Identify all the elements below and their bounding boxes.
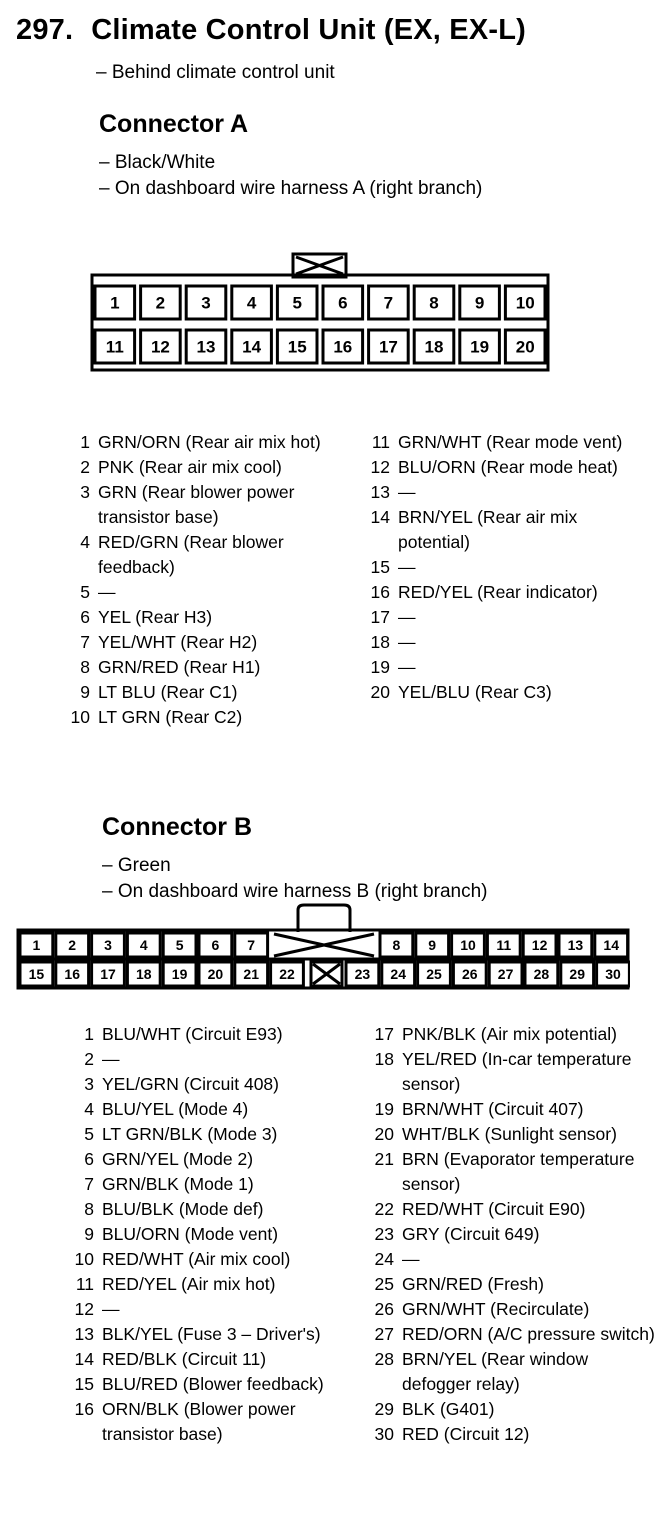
connector-b-cavity-8 [380, 933, 413, 957]
pin-row [66, 605, 356, 630]
pin-description: RED/BLK (Circuit 11) [102, 1349, 267, 1369]
connector-b-cavity-4-label: 4 [139, 937, 148, 954]
connector-b-cavity-20 [199, 962, 232, 986]
pin-row [70, 1047, 360, 1072]
pin-number: 20 [370, 682, 390, 702]
component-location: – Behind climate control unit [96, 62, 335, 83]
pin-number: 4 [80, 532, 90, 552]
connector-a-cavity-15 [277, 330, 317, 363]
pin-row [366, 505, 646, 555]
connector-b-cavity-22 [271, 962, 304, 986]
connector-b-cavity-7 [235, 933, 268, 957]
pin-row [366, 455, 646, 480]
connector-b-cavity-10 [452, 933, 485, 957]
pin-row [370, 1247, 660, 1272]
pin-row [66, 580, 356, 605]
pin-row [366, 655, 646, 680]
connector-b-cavity-19 [163, 962, 196, 986]
connector-a-cavity-3 [186, 286, 226, 319]
pin-row [70, 1147, 360, 1172]
connector-b-cavity-16-label: 16 [64, 966, 80, 983]
connector-b-cavity-1-label: 1 [32, 937, 41, 954]
pin-number: 28 [374, 1349, 394, 1369]
pin-number: 13 [370, 482, 390, 502]
connector-b-cavity-25-label: 25 [426, 966, 442, 983]
pin-number: 7 [80, 632, 90, 652]
connector-a-pins-left [66, 430, 356, 730]
pin-description: BLU/BLK (Mode def) [102, 1199, 264, 1219]
connector-b-cavity-4 [127, 933, 160, 957]
pin-row [370, 1322, 660, 1347]
connector-b-cavity-29-label: 29 [569, 966, 585, 983]
connector-b-cavity-25 [418, 962, 451, 986]
pin-description: LT BLU (Rear C1) [98, 682, 238, 702]
connector-a-cavity-13 [186, 330, 226, 363]
connector-b-cavity-10-label: 10 [460, 937, 476, 954]
connector-a-cavity-18-label: 18 [424, 337, 444, 357]
connector-a-pins-right [366, 430, 646, 705]
pin-description: YEL/RED (In-car temperature sensor) [402, 1049, 632, 1094]
connector-b-cavity-11-label: 11 [496, 937, 512, 954]
pin-row [366, 605, 646, 630]
connector-b-cavity-16 [56, 962, 89, 986]
connector-b-cavity-18-label: 18 [136, 966, 152, 983]
pin-description: LT GRN (Rear C2) [98, 707, 243, 727]
connector-b-cavity-27-label: 27 [497, 966, 514, 983]
pin-number: 29 [374, 1399, 394, 1419]
pin-description: YEL/BLU (Rear C3) [398, 682, 552, 702]
pin-number: 2 [80, 457, 90, 477]
pin-number: 11 [75, 1274, 94, 1294]
pin-row [70, 1397, 360, 1447]
pin-description: GRN/RED (Fresh) [402, 1274, 544, 1294]
pin-description: RED (Circuit 12) [402, 1424, 530, 1444]
connector-a-cavity-3-label: 3 [201, 293, 211, 313]
connector-a-cavity-6 [323, 286, 363, 319]
connector-a-cavity-7-label: 7 [383, 293, 394, 313]
pin-description: GRN/YEL (Mode 2) [102, 1149, 254, 1169]
connector-b-cavity-30 [597, 962, 630, 986]
connector-b-cavity-17-label: 17 [100, 966, 116, 983]
pin-row [70, 1072, 360, 1097]
connector-b-cavity-15 [20, 962, 53, 986]
pin-description: LT GRN/BLK (Mode 3) [102, 1124, 278, 1144]
pin-description: PNK/BLK (Air mix potential) [402, 1024, 617, 1044]
connector-a-cavity-15-label: 15 [287, 337, 307, 357]
pin-row [370, 1197, 660, 1222]
connector-b-cavity-22-label: 22 [279, 966, 295, 983]
pin-description: GRN/WHT (Rear mode vent) [398, 432, 623, 452]
pin-row [370, 1047, 660, 1097]
component-title: Climate Control Unit (EX, EX-L) [91, 14, 527, 46]
pin-row [366, 430, 646, 455]
pin-description: BLU/WHT (Circuit E93) [102, 1024, 283, 1044]
pin-number: 10 [74, 1249, 94, 1269]
pin-row [70, 1347, 360, 1372]
connector-a-cavity-10-label: 10 [515, 293, 535, 313]
pin-row [366, 480, 646, 505]
connector-b-cavity-6-label: 6 [211, 937, 220, 954]
pin-description: BRN/YEL (Rear window defogger relay) [402, 1349, 589, 1394]
pin-row [66, 530, 356, 580]
pin-number: 8 [80, 657, 90, 677]
pin-number: 14 [370, 507, 390, 527]
connector-b-cavity-21 [235, 962, 268, 986]
connector-b-cavity-14-label: 14 [603, 937, 619, 954]
connector-a-cavity-5-label: 5 [292, 293, 302, 313]
pin-description: BLU/YEL (Mode 4) [102, 1099, 249, 1119]
connector-b-cavity-9 [416, 933, 449, 957]
pin-description: RED/WHT (Circuit E90) [402, 1199, 586, 1219]
pin-number: 27 [374, 1324, 394, 1344]
connector-b-cavity-18 [127, 962, 160, 986]
connector-a-harness: – On dashboard wire harness A (right branch) [99, 178, 483, 199]
pin-row [70, 1097, 360, 1122]
pin-description: BLU/ORN (Rear mode heat) [398, 457, 618, 477]
connector-b-cavity-24 [382, 962, 415, 986]
connector-b-cavity-23 [346, 962, 379, 986]
pin-number: 3 [80, 482, 90, 502]
pin-row [370, 1122, 660, 1147]
connector-a-cavity-2 [141, 286, 181, 319]
pin-number: 7 [84, 1174, 94, 1194]
pin-description: GRN/WHT (Recirculate) [402, 1299, 590, 1319]
connector-b-cavity-5 [163, 933, 196, 957]
connector-b-diagram [16, 902, 630, 992]
pin-description: — [398, 632, 416, 652]
connector-b-cavity-12 [523, 933, 556, 957]
connector-b-cavity-2 [56, 933, 89, 957]
connector-b-cavity-1 [20, 933, 53, 957]
connector-a-cavity-20-label: 20 [515, 337, 535, 357]
pin-description: YEL/GRN (Circuit 408) [102, 1074, 279, 1094]
pin-description: — [398, 557, 416, 577]
pin-number: 20 [374, 1124, 394, 1144]
pin-description: GRN/BLK (Mode 1) [102, 1174, 254, 1194]
pin-number: 22 [374, 1199, 394, 1219]
connector-b-cavity-24-label: 24 [390, 966, 406, 983]
pin-row [70, 1372, 360, 1397]
connector-b-heading: Connector B [102, 813, 252, 841]
pin-description: BRN (Evaporator temperature sensor) [402, 1149, 635, 1194]
pin-number: 17 [370, 607, 390, 627]
connector-b-cavity-26-label: 26 [462, 966, 478, 983]
connector-a-cavity-14 [232, 330, 272, 363]
pin-row [366, 580, 646, 605]
connector-b-cavity-28-label: 28 [533, 966, 550, 983]
pin-description: GRN/ORN (Rear air mix hot) [98, 432, 321, 452]
pin-number: 18 [370, 632, 390, 652]
connector-b-cavity-29 [561, 962, 594, 986]
pin-number: 2 [84, 1049, 94, 1069]
pin-row [70, 1247, 360, 1272]
pin-description: YEL/WHT (Rear H2) [98, 632, 258, 652]
pin-number: 17 [374, 1024, 394, 1044]
connector-b-cavity-8-label: 8 [392, 937, 401, 954]
connector-a-cavity-16 [323, 330, 363, 363]
pin-description: RED/WHT (Air mix cool) [102, 1249, 291, 1269]
pin-number: 15 [370, 557, 390, 577]
pin-row [66, 630, 356, 655]
pin-row [70, 1322, 360, 1347]
pin-description: RED/GRN (Rear blower feedback) [98, 532, 284, 577]
pin-number: 16 [370, 582, 390, 602]
pin-row [366, 555, 646, 580]
pin-description: — [98, 582, 116, 602]
pin-description: YEL (Rear H3) [98, 607, 213, 627]
connector-b-cavity-9-label: 9 [428, 937, 437, 954]
connector-b-cavity-19-label: 19 [171, 966, 188, 983]
pin-description: BLU/RED (Blower feedback) [102, 1374, 324, 1394]
pin-number: 6 [84, 1149, 94, 1169]
pin-row [70, 1022, 360, 1047]
pin-description: — [102, 1299, 120, 1319]
pin-description: RED/YEL (Rear indicator) [398, 582, 598, 602]
pin-row [70, 1197, 360, 1222]
pin-description: BLU/ORN (Mode vent) [102, 1224, 279, 1244]
pin-row [366, 680, 646, 705]
pin-number: 26 [374, 1299, 394, 1319]
connector-a-cavity-5 [277, 286, 317, 319]
connector-a-cavity-11 [95, 330, 135, 363]
pin-number: 4 [84, 1099, 94, 1119]
pin-number: 16 [74, 1399, 94, 1419]
pin-number: 18 [374, 1049, 394, 1069]
connector-b-cavity-5-label: 5 [175, 937, 184, 954]
connector-b-cavity-7-label: 7 [247, 937, 256, 954]
connector-a-cavity-12-label: 12 [150, 337, 170, 357]
connector-b-cavity-11 [487, 933, 520, 957]
pin-description: GRN/RED (Rear H1) [98, 657, 261, 677]
pin-row [370, 1347, 660, 1397]
pin-number: 3 [84, 1074, 94, 1094]
connector-a-cavity-9-label: 9 [474, 293, 485, 313]
connector-b-cavity-3 [92, 933, 125, 957]
pin-description: ORN/BLK (Blower power transistor base) [102, 1399, 296, 1444]
pin-row [70, 1122, 360, 1147]
connector-a-cavity-9 [460, 286, 500, 319]
pin-number: 15 [74, 1374, 94, 1394]
pin-description: — [398, 657, 416, 677]
pin-row [370, 1297, 660, 1322]
connector-a-color: – Black/White [99, 152, 216, 173]
connector-a-cavity-17 [369, 330, 409, 363]
connector-a-cavity-1 [95, 286, 135, 319]
pin-number: 1 [80, 432, 90, 452]
pin-number: 11 [371, 432, 390, 452]
connector-b-cavity-6 [199, 933, 232, 957]
connector-a-cavity-17-label: 17 [378, 337, 398, 357]
connector-a-cavity-14-label: 14 [242, 337, 262, 357]
connector-a-cavity-8 [414, 286, 454, 319]
connector-b-cavity-26 [453, 962, 486, 986]
pin-description: BLK/YEL (Fuse 3 – Driver's) [102, 1324, 321, 1344]
connector-b-cavity-30-label: 30 [605, 966, 621, 983]
connector-b-pins-left [70, 1022, 360, 1447]
pin-number: 23 [374, 1224, 394, 1244]
connector-a-cavity-6-label: 6 [338, 293, 348, 313]
connector-b-harness: – On dashboard wire harness B (right branch) [102, 881, 488, 902]
pin-row [70, 1222, 360, 1247]
pin-number: 12 [370, 457, 390, 477]
connector-a-cavity-4-label: 4 [246, 293, 257, 313]
pin-description: WHT/BLK (Sunlight sensor) [402, 1124, 617, 1144]
pin-number: 1 [84, 1024, 94, 1044]
connector-a-cavity-19-label: 19 [470, 337, 490, 357]
connector-a-cavity-13-label: 13 [196, 337, 216, 357]
pin-description: BRN/YEL (Rear air mix potential) [398, 507, 578, 552]
pin-description: GRY (Circuit 649) [402, 1224, 540, 1244]
connector-b-cavity-2-label: 2 [68, 937, 77, 954]
pin-number: 25 [374, 1274, 394, 1294]
connector-a-cavity-12 [141, 330, 181, 363]
pin-number: 6 [80, 607, 90, 627]
pin-row [66, 655, 356, 680]
pin-description: GRN (Rear blower power transistor base) [98, 482, 295, 527]
pin-number: 10 [70, 707, 90, 727]
connector-b-cavity-12-label: 12 [531, 937, 548, 954]
connector-b-color: – Green [102, 855, 171, 876]
connector-a-cavity-16-label: 16 [333, 337, 353, 357]
pin-description: — [398, 482, 416, 502]
connector-b-cavity-13-label: 13 [567, 937, 584, 954]
connector-b-cavity-14 [595, 933, 628, 957]
connector-a-cavity-20 [505, 330, 545, 363]
connector-b-cavity-3-label: 3 [104, 937, 112, 954]
connector-a-cavity-2-label: 2 [155, 293, 166, 313]
pin-row [370, 1022, 660, 1047]
pin-row [370, 1097, 660, 1122]
pin-number: 24 [374, 1249, 394, 1269]
connector-a-cavity-7 [369, 286, 409, 319]
pin-description: BRN/WHT (Circuit 407) [402, 1099, 584, 1119]
connector-a-cavity-11-label: 11 [105, 337, 124, 357]
pin-number: 21 [374, 1149, 394, 1169]
connector-b-cavity-20-label: 20 [207, 966, 224, 983]
page-title [16, 14, 526, 47]
pin-row [66, 705, 356, 730]
pin-number: 9 [80, 682, 90, 702]
connector-a-cavity-19 [460, 330, 500, 363]
pin-row [370, 1397, 660, 1422]
pin-row [370, 1147, 660, 1197]
pin-row [70, 1172, 360, 1197]
connector-b-lock-tab [298, 905, 350, 932]
connector-a-cavity-4 [232, 286, 272, 319]
pin-number: 9 [84, 1224, 94, 1244]
pin-number: 13 [74, 1324, 94, 1344]
pin-number: 8 [84, 1199, 94, 1219]
pin-number: 14 [74, 1349, 94, 1369]
connector-b-cavity-28 [525, 962, 558, 986]
connector-a-cavity-1-label: 1 [110, 293, 120, 313]
connector-a-cavity-8-label: 8 [429, 293, 439, 313]
pin-description: RED/YEL (Air mix hot) [102, 1274, 276, 1294]
section-number: 297. [16, 14, 74, 46]
pin-row [370, 1222, 660, 1247]
connector-b-cavity-21-label: 21 [243, 966, 259, 983]
connector-b-cavity-15-label: 15 [28, 966, 45, 983]
connector-b-pins-right [370, 1022, 660, 1447]
connector-b-cavity-17 [92, 962, 125, 986]
pin-description: PNK (Rear air mix cool) [98, 457, 282, 477]
pin-description: — [102, 1049, 120, 1069]
pin-number: 19 [374, 1099, 394, 1119]
pin-number: 12 [74, 1299, 94, 1319]
connector-b-cavity-13 [559, 933, 592, 957]
pin-row [366, 630, 646, 655]
pin-number: 5 [84, 1124, 94, 1144]
pin-number: 5 [80, 582, 90, 602]
connector-a-heading: Connector A [99, 110, 249, 138]
pin-row [70, 1272, 360, 1297]
pin-description: — [402, 1249, 420, 1269]
connector-b-cavity-27 [489, 962, 522, 986]
pin-description: BLK (G401) [402, 1399, 495, 1419]
pin-row [70, 1297, 360, 1322]
pin-row [66, 430, 356, 455]
pin-description: — [398, 607, 416, 627]
pin-row [66, 480, 356, 530]
pin-row [370, 1422, 660, 1447]
pin-row [66, 455, 356, 480]
connector-b-cavity-23-label: 23 [354, 966, 371, 983]
pin-row [66, 680, 356, 705]
connector-a-diagram [90, 250, 552, 375]
pin-row [370, 1272, 660, 1297]
connector-a-cavity-10 [505, 286, 545, 319]
pin-number: 19 [370, 657, 390, 677]
pin-number: 30 [374, 1424, 394, 1444]
pin-description: RED/ORN (A/C pressure switch) [402, 1324, 655, 1344]
connector-a-cavity-18 [414, 330, 454, 363]
